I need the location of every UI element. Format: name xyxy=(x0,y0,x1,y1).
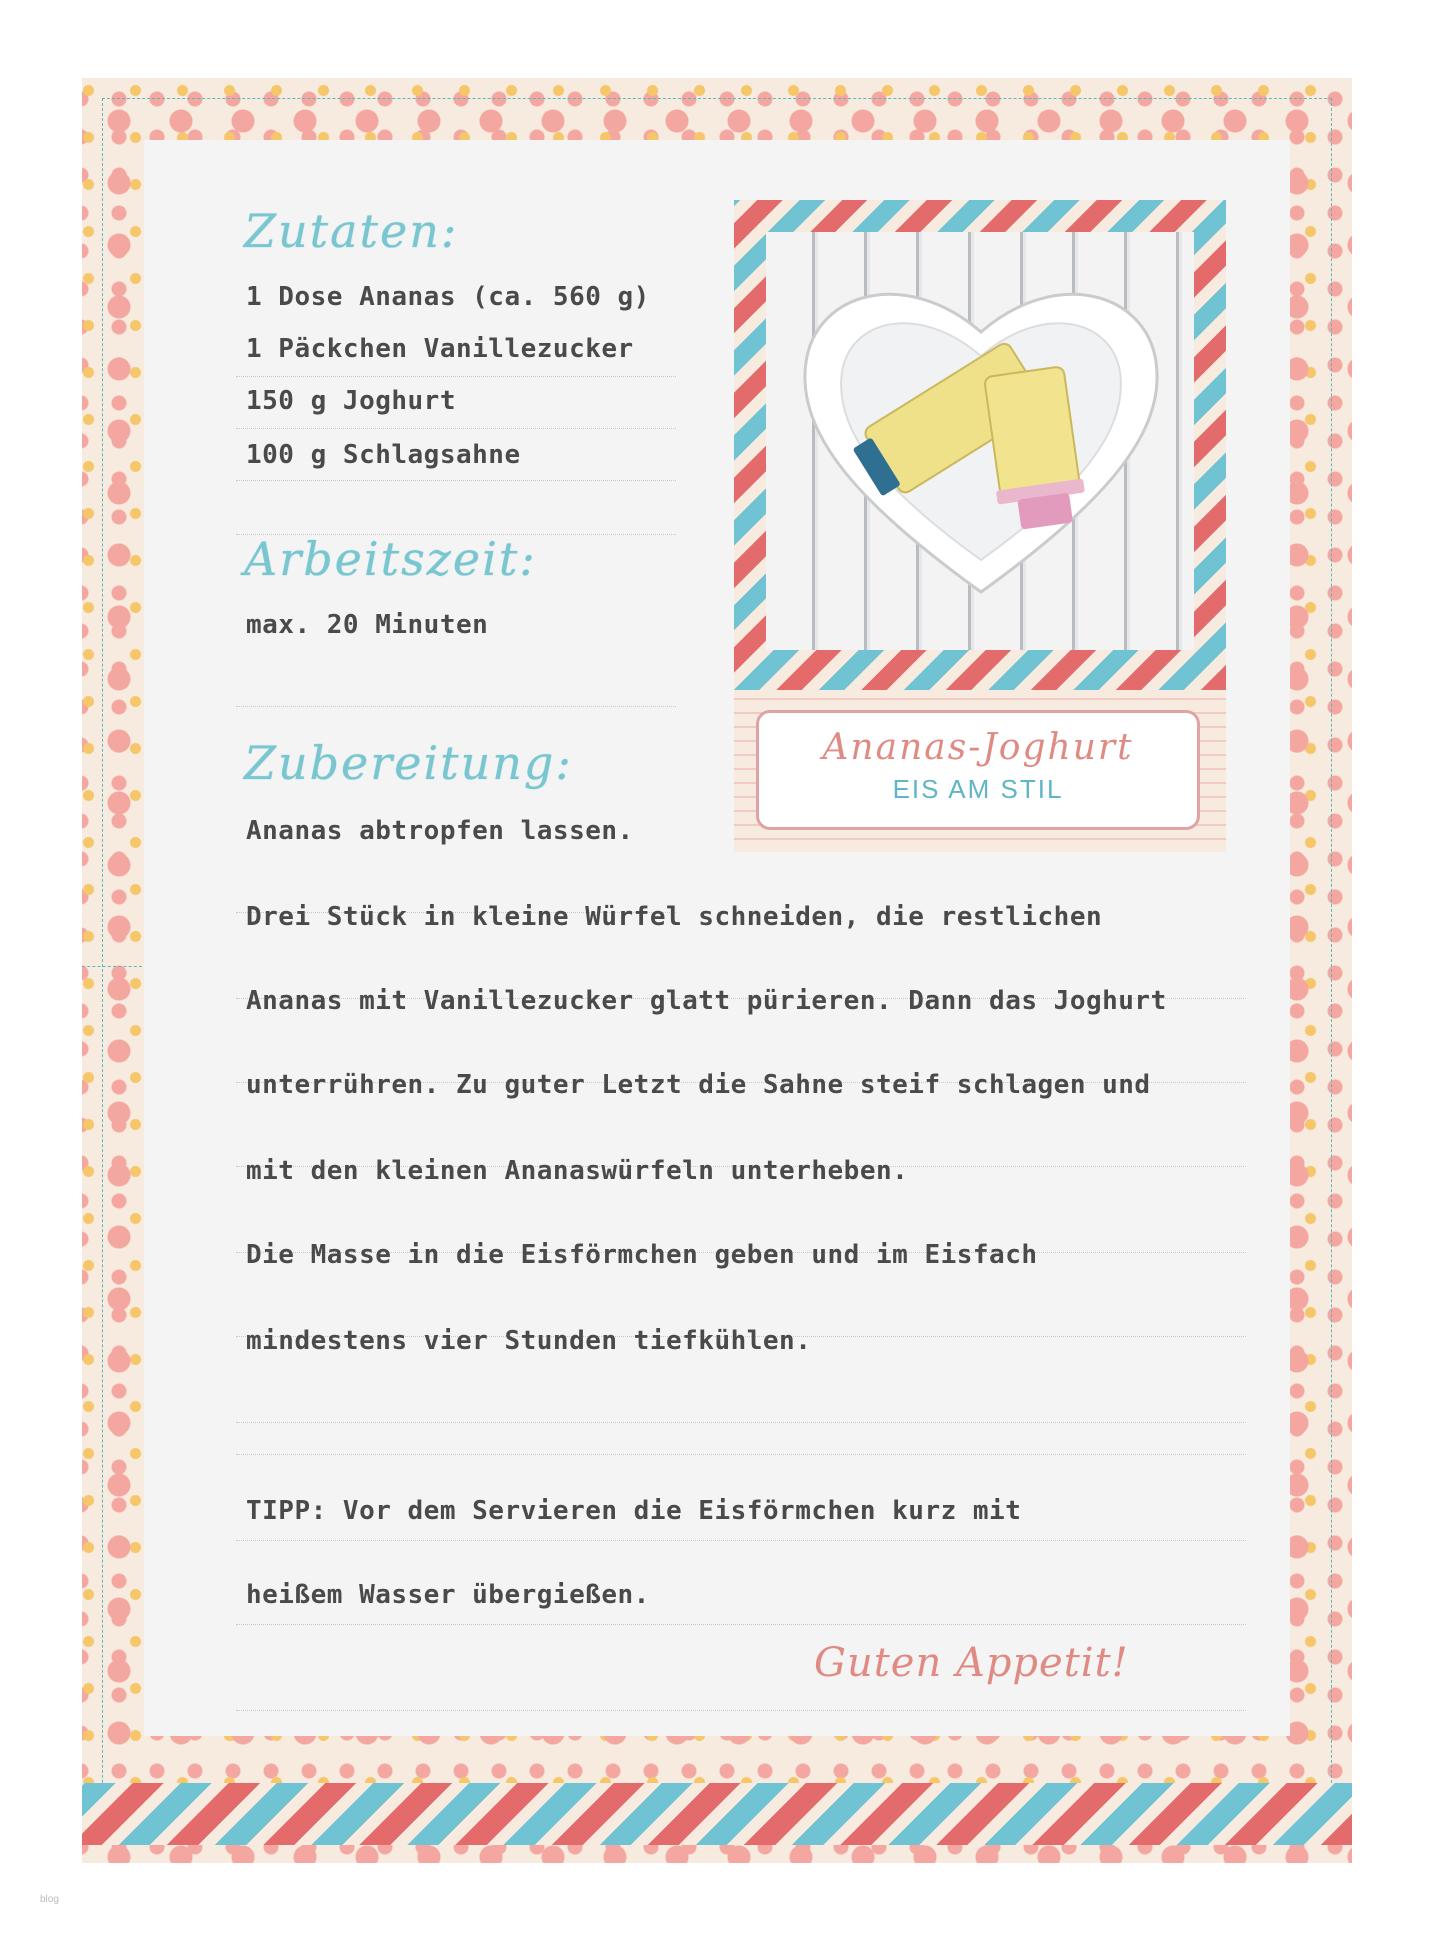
rule-line xyxy=(236,376,676,377)
preparation-line: mit den kleinen Ananaswürfeln unterheben. xyxy=(246,1156,909,1186)
preparation-line: unterrühren. Zu guter Letzt die Sahne steif schlagen und xyxy=(246,1070,1151,1100)
ingredient-item: 1 Dose Ananas (ca. 560 g) xyxy=(246,282,650,312)
recipe-title: Ananas-Joghurt xyxy=(822,727,1134,768)
ingredient-item: 1 Päckchen Vanillezucker xyxy=(246,334,634,364)
rule-line xyxy=(236,1710,1246,1711)
photo-label xyxy=(756,710,1200,830)
popsicle-photo xyxy=(766,232,1194,650)
footer-text: blog xyxy=(40,1894,59,1905)
heart-plate-image xyxy=(796,272,1166,602)
ingredients-heading: Zutaten: xyxy=(244,204,459,258)
signoff: Guten Appetit! xyxy=(814,1640,1129,1686)
preparation-line: Drei Stück in kleine Würfel schneiden, die restlichen xyxy=(246,902,1103,932)
rule-line xyxy=(236,706,676,707)
preparation-line: Die Masse in die Eisförmchen geben und im Eisfach xyxy=(246,1240,1038,1270)
preparation-line: Ananas abtropfen lassen. xyxy=(246,816,634,846)
preparation-heading: Zubereitung: xyxy=(244,736,573,790)
tip-line: heißem Wasser übergießen. xyxy=(246,1580,650,1610)
rule-line xyxy=(236,1454,1246,1455)
worktime-value: max. 20 Minuten xyxy=(246,610,489,640)
rule-line xyxy=(236,480,676,481)
rule-line xyxy=(236,1540,1246,1541)
tip-line: TIPP: Vor dem Servieren die Eisförmchen kurz mit xyxy=(246,1496,1022,1526)
fold-mark xyxy=(82,966,142,967)
preparation-line: mindestens vier Stunden tiefkühlen. xyxy=(246,1326,812,1356)
airmail-stripe-band xyxy=(82,1783,1352,1845)
photo-label-area xyxy=(734,690,1226,852)
worktime-heading: Arbeitszeit: xyxy=(244,532,537,586)
recipe-subtitle: EIS AM STIL xyxy=(892,774,1064,804)
ingredient-item: 150 g Joghurt xyxy=(246,386,456,416)
photo-frame xyxy=(734,200,1226,690)
rule-line xyxy=(236,1422,1246,1423)
preparation-line: Ananas mit Vanillezucker glatt pürieren. Dann das Joghurt xyxy=(246,986,1167,1016)
rule-line xyxy=(236,428,676,429)
ingredient-item: 100 g Schlagsahne xyxy=(246,440,521,470)
rule-line xyxy=(236,1624,1246,1625)
